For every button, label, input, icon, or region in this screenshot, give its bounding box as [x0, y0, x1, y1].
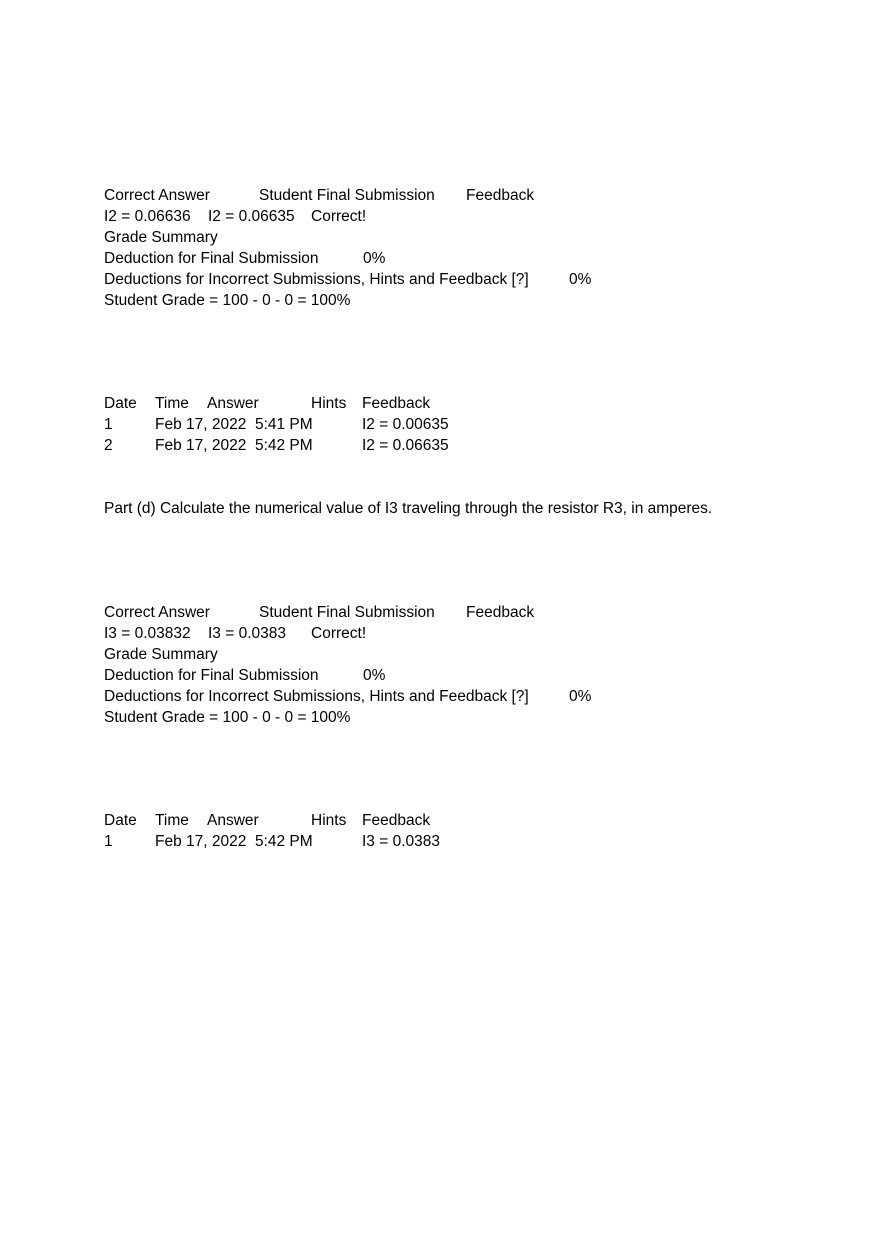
student-final-submission-header: Student Final Submission [259, 187, 435, 204]
incorrect-deduction-value: 0% [569, 271, 592, 288]
history-time-header: Time [155, 395, 189, 412]
history-row-number: 1 [104, 833, 113, 850]
incorrect-deduction-label: Deductions for Incorrect Submissions, Hints and Feedback [?] [104, 688, 529, 705]
history-date-header: Date [104, 812, 137, 829]
history-date-header: Date [104, 395, 137, 412]
history-row-answer: I2 = 0.00635 [362, 416, 449, 433]
history-row-datetime: Feb 17, 2022 5:42 PM [155, 833, 313, 850]
part-d-question: Part (d) Calculate the numerical value of I3 traveling through the resistor R3, in amperes. [104, 500, 713, 517]
correct-answer-header: Correct Answer [104, 604, 210, 621]
student-answer-value: I3 = 0.0383 [208, 625, 286, 642]
history-time-header: Time [155, 812, 189, 829]
history-row-datetime: Feb 17, 2022 5:42 PM [155, 437, 313, 454]
student-answer-value: I2 = 0.06635 [208, 208, 295, 225]
incorrect-deduction-value: 0% [569, 688, 592, 705]
grade-summary-title: Grade Summary [104, 229, 218, 246]
final-deduction-value: 0% [363, 250, 386, 267]
history-row-answer: I2 = 0.06635 [362, 437, 449, 454]
correct-answer-header: Correct Answer [104, 187, 210, 204]
correct-answer-value: I2 = 0.06636 [104, 208, 191, 225]
student-grade: Student Grade = 100 - 0 - 0 = 100% [104, 292, 351, 309]
history-row-datetime: Feb 17, 2022 5:41 PM [155, 416, 313, 433]
history-hints-header: Hints [311, 812, 347, 829]
history-row-answer: I3 = 0.0383 [362, 833, 440, 850]
feedback-header: Feedback [466, 187, 535, 204]
final-deduction-label: Deduction for Final Submission [104, 250, 319, 267]
history-answer-header: Answer [207, 812, 259, 829]
history-feedback-header: Feedback [362, 812, 431, 829]
feedback-value: Correct! [311, 208, 367, 225]
history-row-number: 1 [104, 416, 113, 433]
history-hints-header: Hints [311, 395, 347, 412]
final-deduction-value: 0% [363, 667, 386, 684]
final-deduction-label: Deduction for Final Submission [104, 667, 319, 684]
correct-answer-value: I3 = 0.03832 [104, 625, 191, 642]
incorrect-deduction-label: Deductions for Incorrect Submissions, Hints and Feedback [?] [104, 271, 529, 288]
student-final-submission-header: Student Final Submission [259, 604, 435, 621]
history-row-number: 2 [104, 437, 113, 454]
feedback-value: Correct! [311, 625, 367, 642]
feedback-header: Feedback [466, 604, 535, 621]
history-feedback-header: Feedback [362, 395, 431, 412]
history-answer-header: Answer [207, 395, 259, 412]
student-grade: Student Grade = 100 - 0 - 0 = 100% [104, 709, 351, 726]
grade-summary-title: Grade Summary [104, 646, 218, 663]
